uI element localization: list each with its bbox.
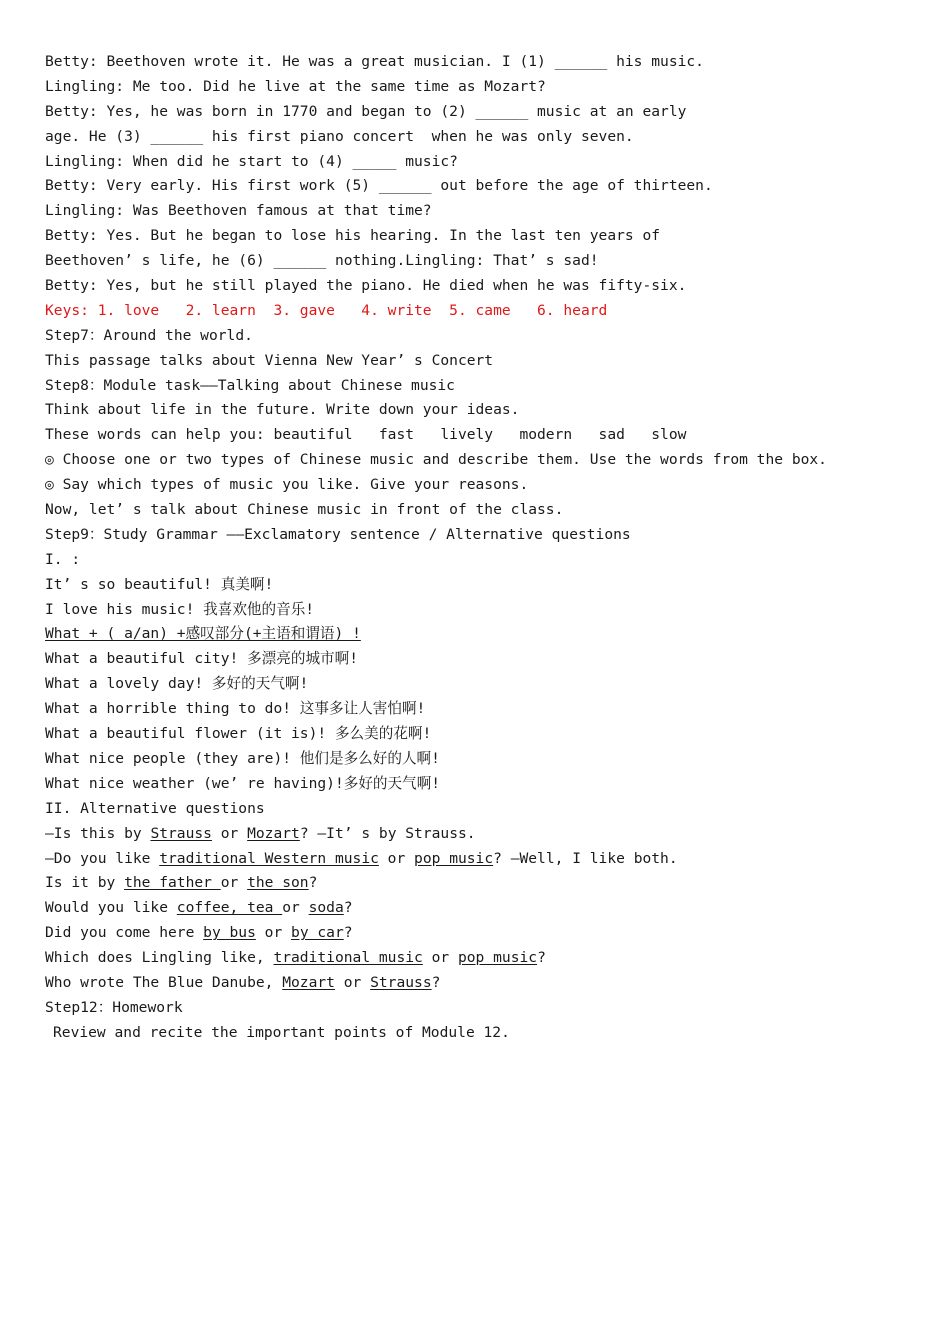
q-text: or [422, 949, 458, 967]
q-text: ? [308, 874, 318, 892]
q-text: ? —Well, I like both. [493, 849, 678, 867]
example-sentence: It’ s so beautiful! 真美啊! [45, 575, 274, 593]
exclamation-example: What nice people (they are)! 他们是多么好的人啊! [45, 749, 440, 767]
q-text: Which does Lingling like, [45, 949, 274, 967]
task-bullet: ◎ Say which types of music you like. Give your reasons. [45, 476, 529, 494]
word-help: These words can help you: beautiful fast lively modern sad slow [45, 426, 687, 444]
answer-keys: Keys: 1. love 2. learn 3. gave 4. write 5. came 6. heard [45, 301, 608, 319]
exclamation-example: What a horrible thing to do! 这事多让人害怕啊! [45, 700, 426, 718]
q-option: pop music [414, 849, 494, 867]
step9-heading: Step9：Study Grammar ——Exclamatory sentence / Alternative questions [45, 525, 631, 543]
step7-heading: Step7：Around the world. [45, 326, 253, 344]
dialogue-line: Betty: Yes. But he began to lose his hearing. In the last ten years of [45, 227, 661, 245]
step8-heading: Step8：Module task——Talking about Chinese music [45, 376, 455, 394]
q-option: pop music [457, 949, 538, 967]
q-text: Who wrote The Blue Danube, [45, 973, 283, 991]
q-option: by car [291, 924, 344, 942]
q-option: Mozart [282, 973, 335, 991]
q-option: coffee, tea [176, 899, 283, 917]
q-text: Did you come here [45, 924, 204, 942]
q-text: or [282, 899, 309, 917]
exclamation-example: What a lovely day! 多好的天气啊! [45, 675, 309, 693]
alternative-question [45, 822, 925, 847]
q-text: or [334, 973, 371, 991]
dialogue-line: Betty: Yes, he was born in 1770 and began to (2) ______ music at an early [45, 102, 687, 120]
task-bullet: ◎ Choose one or two types of Chinese music and describe them. Use the words from the box. [45, 451, 827, 469]
alternative-question [45, 946, 925, 971]
q-text: Would you like [45, 899, 177, 917]
dialogue-line: Betty: Beethoven wrote it. He was a great musician. I (1) ______ his music. [45, 53, 704, 70]
q-text: ? [343, 924, 353, 942]
q-option: by bus [203, 924, 256, 942]
dialogue-line: Lingling: Was Beethoven famous at that time? [45, 202, 432, 220]
q-option: Strauss [150, 824, 212, 842]
section-2-title: II. Alternative questions [45, 799, 265, 817]
q-text: ? [431, 973, 441, 991]
dialogue-line: Betty: Yes, but he still played the piano. He died when he was fifty-six. [45, 277, 687, 295]
q-option: traditional music [273, 949, 423, 967]
q-text: Is it by [45, 874, 125, 892]
dialogue-line: age. He (3) ______ his first piano concert when he was only seven. [45, 127, 634, 145]
step8-text: Think about life in the future. Write down your ideas. [45, 401, 520, 419]
q-text: or [211, 824, 248, 842]
q-option: the father [124, 874, 221, 892]
q-text: ? [537, 949, 546, 967]
exclamation-example: What nice weather (we’ re having)!多好的天气啊! [45, 774, 441, 792]
alternative-question [45, 921, 925, 946]
q-text: or [255, 924, 292, 942]
q-text: —Do you like [45, 849, 160, 867]
q-option: the son [247, 874, 309, 892]
dialogue-line: Lingling: When did he start to (4) _____ music? [45, 152, 458, 170]
q-option: traditional Western music [159, 849, 379, 867]
grammar-pattern [45, 622, 925, 647]
grammar-pattern-text: What + ( a/an) +感叹部分(+主语和谓语) ! [45, 625, 361, 643]
q-text: ? —It’ s by Strauss. [299, 824, 476, 842]
document-body [45, 50, 925, 1046]
dialogue-line: Beethoven’ s life, he (6) ______ nothing.Lingling: That’ s sad! [45, 252, 599, 270]
alternative-question [45, 847, 925, 872]
alternative-question [45, 871, 925, 896]
q-text: ? [343, 899, 353, 917]
step7-text: This passage talks about Vienna New Year’ s Concert [45, 351, 494, 369]
example-sentence: I love his music! 我喜欢他的音乐! [45, 600, 315, 618]
dialogue-line: Lingling: Me too. Did he live at the same time as Mozart? [45, 77, 546, 95]
q-text: or [378, 849, 415, 867]
q-option: Strauss [370, 973, 432, 991]
homework-heading: Step12：Homework [45, 998, 183, 1016]
dialogue-line: Betty: Very early. His first work (5) ______ out before the age of thirteen. [45, 177, 713, 195]
q-option: Mozart [247, 824, 300, 842]
alternative-question [45, 896, 925, 921]
alternative-question [45, 971, 925, 996]
exclamation-example: What a beautiful city! 多漂亮的城市啊! [45, 650, 359, 668]
q-text: or [220, 874, 248, 892]
q-option: soda [308, 899, 344, 917]
exclamation-example: What a beautiful flower (it is)! 多么美的花啊! [45, 725, 432, 743]
homework-text: Review and recite the important points of Module 12. [53, 1023, 510, 1041]
q-text: —Is this by [45, 824, 151, 842]
step8-text: Now, let’ s talk about Chinese music in front of the class. [45, 501, 564, 519]
section-1-title: I. : [45, 550, 81, 568]
